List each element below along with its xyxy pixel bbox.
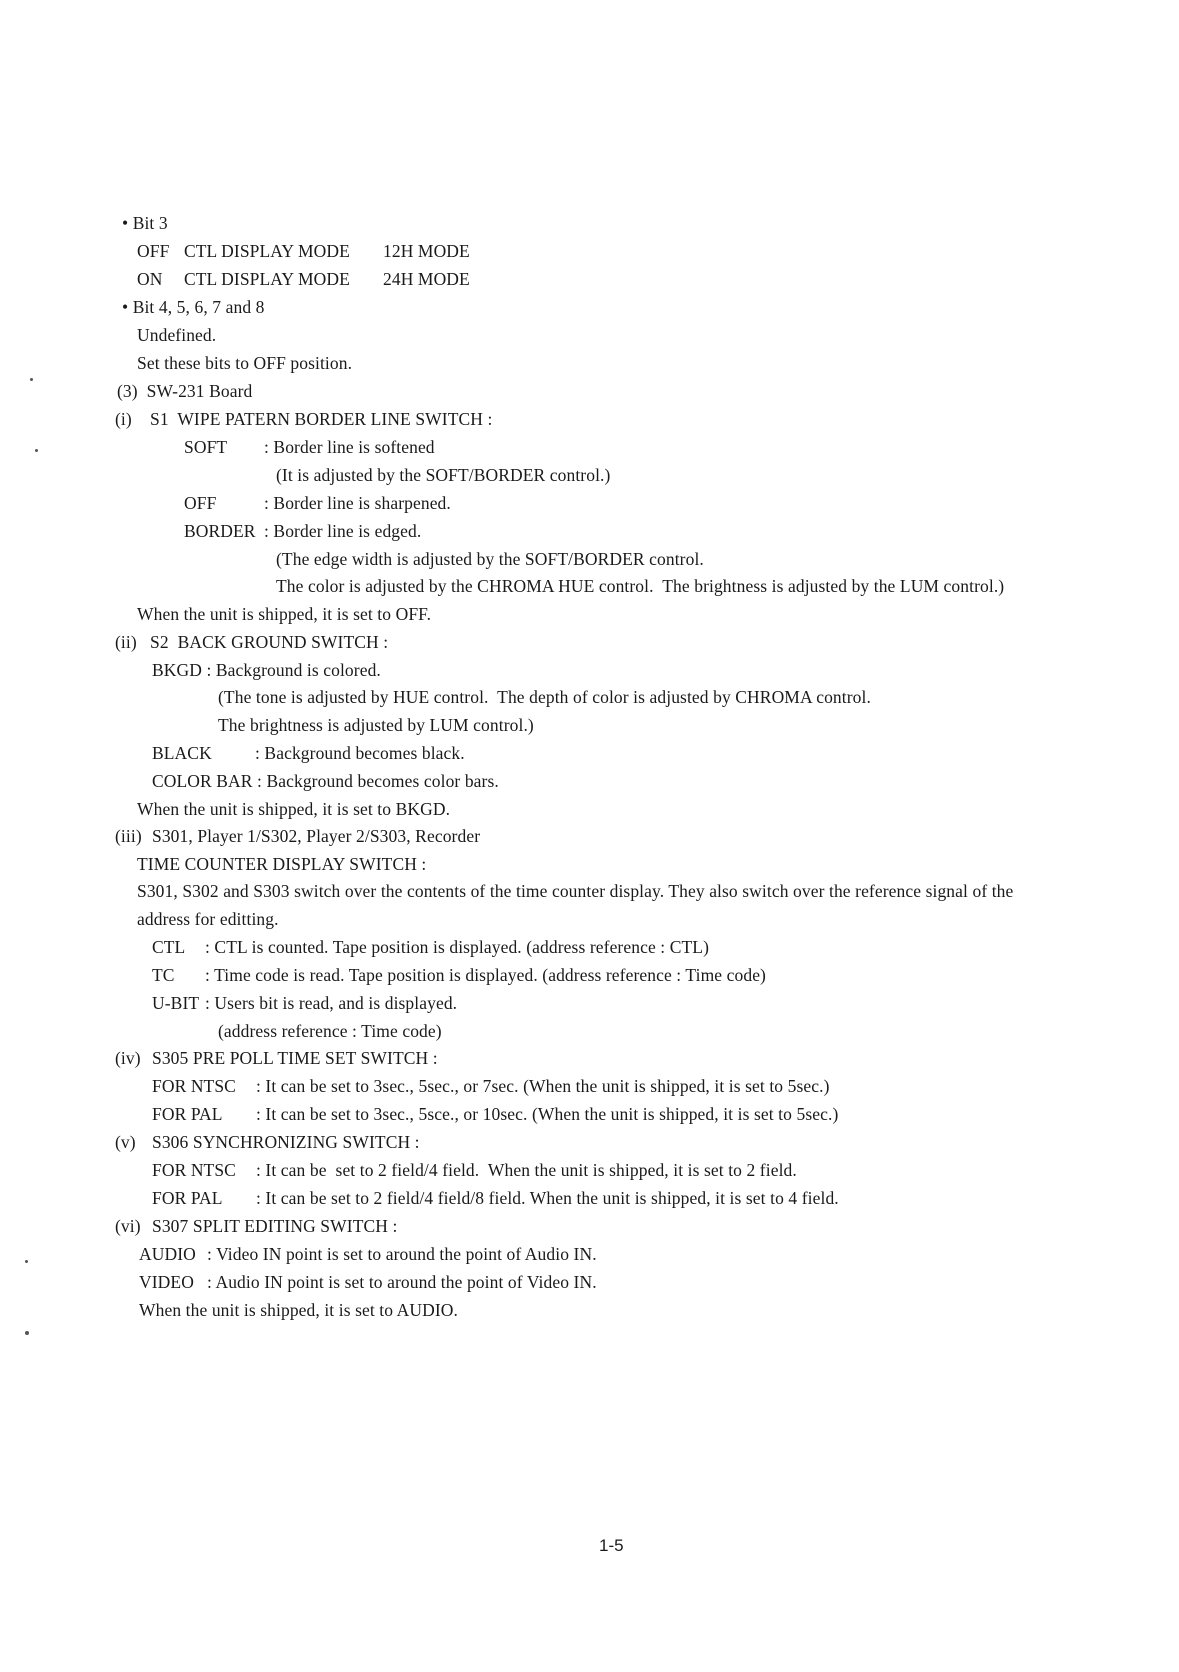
- item-v-pal-label: FOR PAL: [152, 1188, 223, 1208]
- item-i-soft-label: SOFT: [184, 437, 228, 457]
- scan-speck: [25, 1260, 28, 1263]
- item-ii-colorbar: COLOR BAR : Background becomes color bars.: [152, 771, 499, 791]
- item-iii-number: (iii): [115, 826, 142, 846]
- item-iii-ubit-desc: : Users bit is read, and is displayed.: [205, 993, 458, 1013]
- item-ii-number: (ii): [115, 632, 137, 652]
- item-ii-bkgd-note-2: The brightness is adjusted by LUM control.): [218, 715, 534, 735]
- item-i-soft-note: (It is adjusted by the SOFT/BORDER control.): [276, 465, 611, 485]
- item-iii-title: S301, Player 1/S302, Player 2/S303, Recorder: [152, 826, 481, 846]
- item-vi-title: S307 SPLIT EDITING SWITCH :: [152, 1216, 398, 1236]
- item-iii-tc-label: TC: [152, 965, 175, 985]
- item-i-title: S1 WIPE PATERN BORDER LINE SWITCH :: [150, 409, 493, 429]
- item-ii-black-label: BLACK: [152, 743, 212, 763]
- item-iii-desc-2: address for editting.: [137, 909, 279, 929]
- bits-4-8-instruction: Set these bits to OFF position.: [137, 353, 353, 373]
- item-i-border-desc: : Border line is edged.: [264, 521, 422, 541]
- item-iii-desc-1: S301, S302 and S303 switch over the contents of the time counter display. They also switch over the reference signal of the: [137, 881, 1014, 901]
- item-ii-shipped: When the unit is shipped, it is set to BKGD.: [137, 799, 451, 819]
- bit3-on-label: ON: [137, 269, 163, 289]
- item-ii-bkgd: BKGD : Background is colored.: [152, 660, 381, 680]
- item-iv-pal-label: FOR PAL: [152, 1104, 223, 1124]
- item-iv-ntsc-label: FOR NTSC: [152, 1076, 236, 1096]
- item-i-off-label: OFF: [184, 493, 217, 513]
- item-i-shipped: When the unit is shipped, it is set to OFF.: [137, 604, 432, 624]
- item-i-border-label: BORDER: [184, 521, 256, 541]
- item-iii-ubit-label: U-BIT: [152, 993, 200, 1013]
- item-vi-video-label: VIDEO: [139, 1272, 194, 1292]
- bit3-on-desc: CTL DISPLAY MODE: [184, 269, 350, 289]
- item-v-ntsc-desc: : It can be set to 2 field/4 field. When the unit is shipped, it is set to 2 field.: [256, 1160, 797, 1180]
- item-i-off-desc: : Border line is sharpened.: [264, 493, 451, 513]
- item-vi-audio-desc: : Video IN point is set to around the point of Audio IN.: [207, 1244, 597, 1264]
- item-iii-ubit-note: (address reference : Time code): [218, 1021, 442, 1041]
- item-v-ntsc-label: FOR NTSC: [152, 1160, 236, 1180]
- item-vi-shipped: When the unit is shipped, it is set to AUDIO.: [139, 1300, 458, 1320]
- item-iii-tc-desc: : Time code is read. Tape position is displayed. (address reference : Time code): [205, 965, 766, 985]
- scan-speck: [35, 449, 38, 452]
- item-vi-audio-label: AUDIO: [139, 1244, 196, 1264]
- section-3-heading: (3) SW-231 Board: [117, 381, 253, 401]
- bits-4-8-undefined: Undefined.: [137, 325, 217, 345]
- item-i-soft-desc: : Border line is softened: [264, 437, 435, 457]
- item-v-pal-desc: : It can be set to 2 field/4 field/8 field. When the unit is shipped, it is set to 4 field.: [256, 1188, 839, 1208]
- item-i-border-note-1: (The edge width is adjusted by the SOFT/BORDER control.: [276, 549, 704, 569]
- bit3-off-desc: CTL DISPLAY MODE: [184, 241, 350, 261]
- item-iii-ctl-desc: : CTL is counted. Tape position is displayed. (address reference : CTL): [205, 937, 710, 957]
- bit3-off-mode: 12H MODE: [383, 241, 470, 261]
- item-vi-number: (vi): [115, 1216, 141, 1236]
- page-number: 1-5: [599, 1536, 624, 1555]
- item-vi-video-desc: : Audio IN point is set to around the point of Video IN.: [207, 1272, 597, 1292]
- item-v-title: S306 SYNCHRONIZING SWITCH :: [152, 1132, 420, 1152]
- bit3-on-mode: 24H MODE: [383, 269, 470, 289]
- item-iii-subtitle: TIME COUNTER DISPLAY SWITCH :: [137, 854, 427, 874]
- item-v-number: (v): [115, 1132, 136, 1152]
- item-iv-ntsc-desc: : It can be set to 3sec., 5sec., or 7sec. (When the unit is shipped, it is set to 5sec.): [256, 1076, 830, 1096]
- item-ii-black-desc: : Background becomes black.: [255, 743, 465, 763]
- scan-speck: [25, 1331, 29, 1335]
- item-i-border-note-2: The color is adjusted by the CHROMA HUE control. The brightness is adjusted by the LUM control.): [276, 576, 1005, 596]
- item-i-number: (i): [115, 409, 132, 429]
- bits-4-8-heading: • Bit 4, 5, 6, 7 and 8: [122, 297, 265, 317]
- item-iv-title: S305 PRE POLL TIME SET SWITCH :: [152, 1048, 438, 1068]
- item-iv-pal-desc: : It can be set to 3sec., 5sce., or 10sec. (When the unit is shipped, it is set to 5sec.): [256, 1104, 839, 1124]
- item-ii-title: S2 BACK GROUND SWITCH :: [150, 632, 389, 652]
- scan-speck: [30, 378, 33, 381]
- item-iv-number: (iv): [115, 1048, 141, 1068]
- bit3-off-label: OFF: [137, 241, 170, 261]
- item-ii-bkgd-note-1: (The tone is adjusted by HUE control. The depth of color is adjusted by CHROMA control.: [218, 687, 871, 707]
- bit3-heading: • Bit 3: [122, 213, 168, 233]
- item-iii-ctl-label: CTL: [152, 937, 186, 957]
